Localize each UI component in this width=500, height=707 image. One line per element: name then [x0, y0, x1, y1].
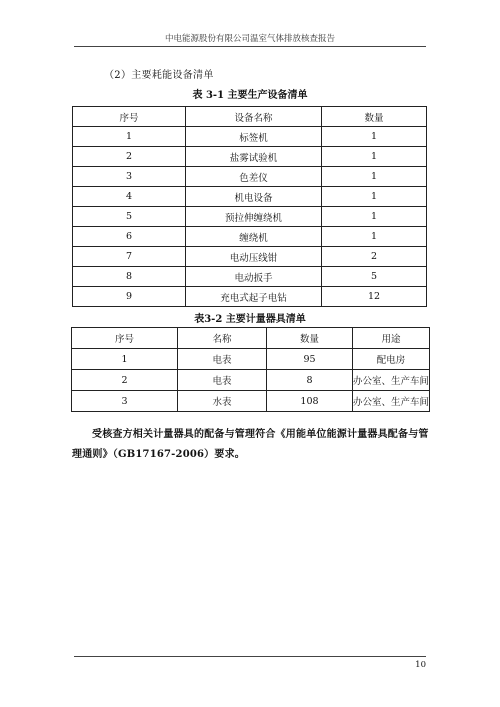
- column-header: 用途: [353, 328, 430, 349]
- table-cell: 色差仪: [186, 167, 322, 187]
- table-row: [73, 227, 427, 247]
- table-row: [73, 267, 427, 287]
- table-cell: 6: [73, 227, 186, 247]
- table-row: [72, 370, 430, 391]
- table-row: [72, 391, 430, 412]
- footer-divider: [74, 656, 426, 657]
- table-cell: 电表: [178, 349, 267, 370]
- table-cell: 1: [322, 227, 427, 247]
- table-header-row: [72, 328, 430, 349]
- table-cell: 5: [73, 207, 186, 227]
- table-cell: 5: [322, 267, 427, 287]
- table-row: [73, 147, 427, 167]
- table-cell: 1: [322, 147, 427, 167]
- table-cell: 盐雾试验机: [186, 147, 322, 167]
- table-cell: 2: [72, 370, 178, 391]
- column-header: 名称: [178, 328, 267, 349]
- section-heading: （2）主要耗能设备清单: [104, 70, 214, 81]
- table-cell: 配电房: [353, 349, 430, 370]
- table1-caption: 表 3-1 主要生产设备清单: [192, 90, 308, 101]
- column-header: 数量: [267, 328, 353, 349]
- table-cell: 8: [267, 370, 353, 391]
- page-number: 10: [415, 660, 426, 670]
- table-cell: 电动压线钳: [186, 247, 322, 267]
- table-cell: 1: [322, 167, 427, 187]
- table2-caption: 表3-2 主要计量器具清单: [194, 314, 306, 325]
- table-cell: 3: [73, 167, 186, 187]
- table-cell: 7: [73, 247, 186, 267]
- production-equipment-table: [72, 106, 427, 307]
- table-cell: 108: [267, 391, 353, 412]
- table-cell: 3: [72, 391, 178, 412]
- compliance-paragraph: 受核查方相关计量器具的配备与管理符合《用能单位能源计量器具配备与管理通则》（GB17167-2006）要求。: [72, 429, 429, 460]
- table-cell: 水表: [178, 391, 267, 412]
- table-cell: 办公室、生产车间: [353, 370, 430, 391]
- table-row: [73, 247, 427, 267]
- table-cell: 1: [322, 127, 427, 147]
- table-cell: 机电设备: [186, 187, 322, 207]
- table-cell: 1: [322, 207, 427, 227]
- table-cell: 9: [73, 287, 186, 307]
- table-row: [73, 287, 427, 307]
- table-cell: 1: [322, 187, 427, 207]
- table-row: [72, 349, 430, 370]
- table-cell: 缠绕机: [186, 227, 322, 247]
- table-cell: 办公室、生产车间: [353, 391, 430, 412]
- table-header-row: [73, 107, 427, 127]
- table-cell: 1: [72, 349, 178, 370]
- table-row: [73, 127, 427, 147]
- table-row: [73, 207, 427, 227]
- column-header: 设备名称: [186, 107, 322, 127]
- table-cell: 充电式起子电钻: [186, 287, 322, 307]
- table-cell: 8: [73, 267, 186, 287]
- table-cell: 12: [322, 287, 427, 307]
- header-divider: [74, 46, 426, 47]
- table-cell: 电表: [178, 370, 267, 391]
- column-header: 序号: [73, 107, 186, 127]
- table-cell: 2: [322, 247, 427, 267]
- column-header: 序号: [72, 328, 178, 349]
- table-cell: 电动扳手: [186, 267, 322, 287]
- table-cell: 标签机: [186, 127, 322, 147]
- table-cell: 95: [267, 349, 353, 370]
- table-cell: 1: [73, 127, 186, 147]
- column-header: 数量: [322, 107, 427, 127]
- metering-instruments-table: [71, 327, 430, 412]
- page-header: 中电能源股份有限公司温室气体排放核查报告: [164, 34, 335, 44]
- table-cell: 4: [73, 187, 186, 207]
- table-row: [73, 187, 427, 207]
- table-cell: 2: [73, 147, 186, 167]
- table-cell: 预拉伸缠绕机: [186, 207, 322, 227]
- table-row: [73, 167, 427, 187]
